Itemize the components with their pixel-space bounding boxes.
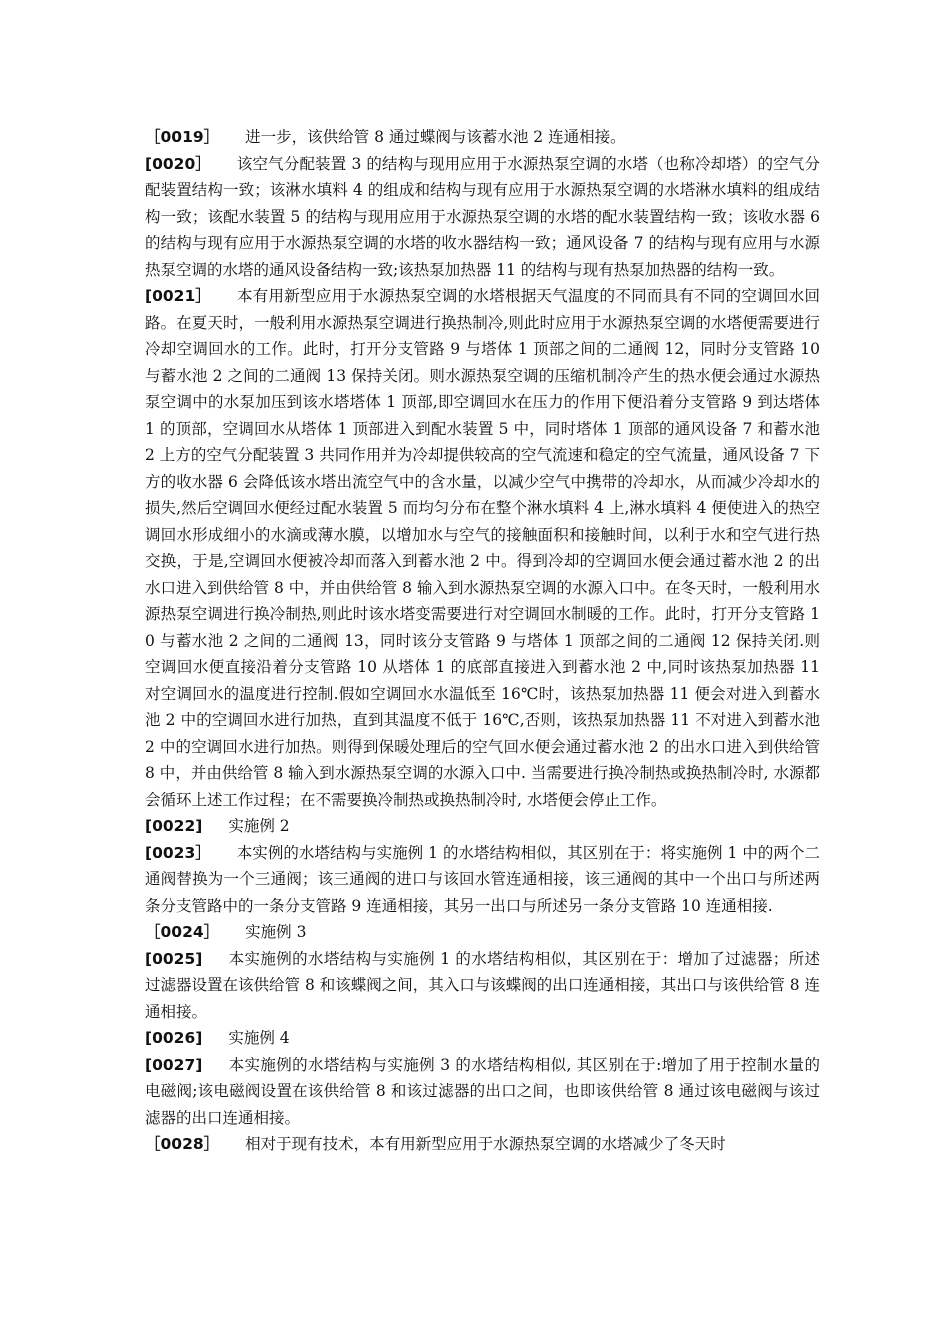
paragraph-0019 <box>145 124 820 151</box>
paragraph-0027 <box>145 1052 820 1132</box>
paragraph-text: 实施例 2 <box>228 817 290 835</box>
paragraph-text: 实施例 3 <box>245 923 307 941</box>
paragraph-text: 实施例 4 <box>228 1029 290 1047</box>
paragraph-number: [0027] <box>145 1055 203 1074</box>
paragraph-number: [0025] <box>145 949 203 968</box>
paragraph-0023 <box>145 840 820 920</box>
paragraph-0026 <box>145 1025 820 1052</box>
paragraph-text: 相对于现有技术，本有用新型应用于水源热泵空调的水塔减少了冬天时 <box>245 1135 726 1153</box>
paragraph-text: 进一步，该供给管 8 通过蝶阀与该蓄水池 2 连通相接。 <box>245 128 626 146</box>
paragraph-number: [0023］ <box>145 843 211 862</box>
document-body <box>145 124 820 1158</box>
paragraph-number: ［0024］ <box>145 923 220 941</box>
paragraph-number: ［0019］ <box>145 128 220 146</box>
paragraph-text: 本实施例的水塔结构与实施例 3 的水塔结构相似, 其区别在于:增加了用于控制水量的电磁阀;该电磁阀设置在该供给管 8 和该过滤器的出口之间，也即该供给管 8 通过该电磁阀与该过滤器的出口连通相接。 <box>145 1055 820 1127</box>
paragraph-number: [0026] <box>145 1029 203 1047</box>
paragraph-text: 该空气分配装置 3 的结构与现用应用于水源热泵空调的水塔（也称冷却塔）的空气分配装置结构一致；该淋水填料 4 的组成和结构与现有应用于水源热泵空调的水塔淋水填料的组成结构一致；该配水装置 5 的结构与现用应用于水源热泵空调的水塔的配水装置结构一致；该收水器 6 的结构与现有应用于水源热泵空调的水塔的收水器结构一致；通风设备 7 的结构与现有应用与水源热泵空调的水塔的通风设备结构一致;该热泵加热器 11 的结构与现有热泵加热器的结构一致。 <box>145 154 820 279</box>
paragraph-0025 <box>145 946 820 1026</box>
paragraph-text: 本实施例的水塔结构与实施例 1 的水塔结构相似，其区别在于：增加了过滤器；所述过滤器设置在该供给管 8 和该蝶阀之间，其入口与该蝶阀的出口连通相接，其出口与该供给管 8 连通相接。 <box>145 949 820 1021</box>
paragraph-0024 <box>145 919 820 946</box>
paragraph-0021 <box>145 283 820 813</box>
paragraph-0022 <box>145 813 820 840</box>
paragraph-number: [0020］ <box>145 154 211 173</box>
paragraph-text: 本实例的水塔结构与实施例 1 的水塔结构相似，其区别在于：将实施例 1 中的两个二通阀替换为一个三通阀；该三通阀的进口与该回水管连通相接，该三通阀的其中一个出口与所述两条分支管路中的一条分支管路 9 连通相接，其另一出口与所述另一条分支管路 10 连通相接. <box>145 843 820 915</box>
paragraph-0028 <box>145 1131 820 1158</box>
paragraph-0020 <box>145 151 820 284</box>
paragraph-text: 本有用新型应用于水源热泵空调的水塔根据天气温度的不同而具有不同的空调回水回路。在夏天时，一般利用水源热泵空调进行换热制冷,则此时应用于水源热泵空调的水塔便需要进行冷却空调回水的工作。此时，打开分支管路 9 与塔体 1 顶部之间的二通阀 12，同时分支管路 10 与蓄水池 2 之间的二通阀 13 保持关闭。则水源热泵空调的压缩机制冷产生的热水便会通过水源热泵空调中的水泵加压到该水塔塔体 1 顶部,即空调回水在压力的作用下便沿着分支管路 9 到达塔体 1 的顶部，空调回水从塔体 1 顶部进入到配水装置 5 中，同时塔体 1 顶部的通风设备 7 和蓄水池 2 上方的空气分配装置 3 共同作用并为冷却提供较高的空气流速和稳定的空气流量，通风设备 7 下方的收水器 6 会降低该水塔出流空气中的含水量，以减少空气中携带的冷却水，从而减少冷却水的损失,然后空调回水便经过配水装置 5 而均匀分布在整个淋水填料 4 上,淋水填料 4 便使进入的热空调回水形成细小的水滴或薄水膜，以增加水与空气的接触面积和接触时间，以利于水和空气进行热交换，于是,空调回水便被冷却而落入到蓄水池 2 中。得到冷却的空调回水便会通过蓄水池 2 的出水口进入到供给管 8 中，并由供给管 8 输入到水源热泵空调的水源入口中。在冬天时，一般利用水源热泵空调进行换冷制热,则此时该水塔变需要进行对空调回水制暖的工作。此时，打开分支管路 10 与蓄水池 2 之间的二通阀 13，同时该分支管路 9 与塔体 1 顶部之间的二通阀 12 保持关闭.则空调回水便直接沿着分支管路 10 从塔体 1 的底部直接进入到蓄水池 2 中,同时该热泵加热器 11 对空调回水的温度进行控制.假如空调回水水温低至 16℃时，该热泵加热器 11 便会对进入到蓄水池 2 中的空调回水进行加热，直到其温度不低于 16℃,否则，该热泵加热器 11 不对进入到蓄水池 2 中的空调回水进行加热。则得到保暖处理后的空气回水便会通过蓄水池 2 的出水口进入到供给管 8 中，并由供给管 8 输入到水源热泵空调的水源入口中. 当需要进行换冷制热或换热制冷时, 水源都会循环上述工作过程；在不需要换冷制热或换热制冷时, 水塔便会停止工作。 <box>145 287 821 809</box>
paragraph-number: [0022] <box>145 817 203 835</box>
paragraph-number: [0021］ <box>145 287 211 305</box>
paragraph-number: ［0028］ <box>145 1135 220 1153</box>
